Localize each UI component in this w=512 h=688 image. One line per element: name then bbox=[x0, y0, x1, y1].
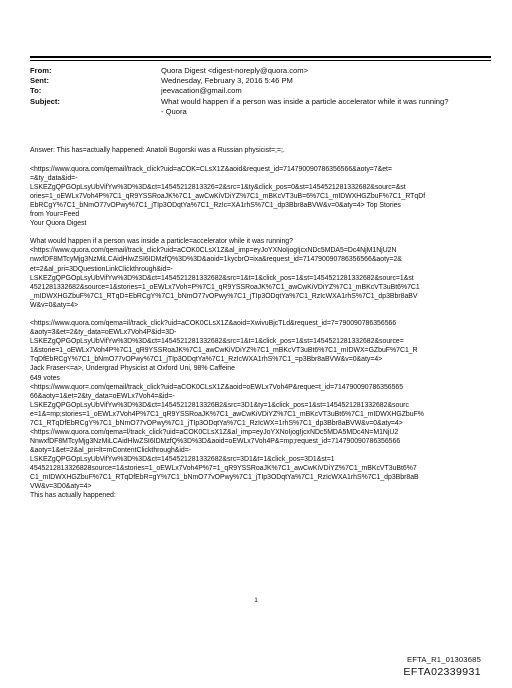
email-header bbox=[30, 66, 490, 117]
header-rule-thick bbox=[30, 56, 491, 58]
bates-number-small: EFTA_R1_01303685 bbox=[407, 655, 481, 664]
page-number: 1 bbox=[254, 597, 258, 604]
from-value: Quora Digest <digest-noreply@quora.com> bbox=[161, 66, 309, 75]
answer-links-paragraph: <https://www.quora.com/qema=il/track_click?uid=aCOK0CLsX1Z&aoid=XwivuBjcTLd&request_id=7=790090786356566 &aoty=3&et=2&ty_data=oEWLx7Voh4P&id=3D- LSKEZgQPGOpLsyUbVifYw%3D%3D&ct=1454521281332682&src=1&t=1&click_pos=1&st=1454521281332682&source= 1&storie=1_oEWLx7Voh4P%7C1_qR9YSSRoaJK%7C1_awCwKiVDiYZ%7C1_mBKcVT3uBt6%7C1_mIDWX=GZbuF%7C1_R TqDfEbRCgY%7C1_bNmO77vOPwy%7C1_jTIp3ODqtYa%7C1_RzIcWXA1rhS%7C1_=p3Bbr8aBVW&v=0&aty=4> Jack Fraser<=a>, Undergrad Physicist at Oxford Uni, 98% Caffeine 649 votes <https://www.quor=.com/qemail/track_click?uid=aCOK0CLsX1Z&aoid=oEWLx7Voh4P&reque=t_id=714790090786356565 66&aoty=1&et=2&ty_data=oEWLx7Voh4=&id=- LSKEZgQPGOpLsyUbVifYw%3D%3D&ct=14545212813326B2&src=3D1&ty=1&click_pos=1&st=1454521281332682&sourc e=1&=mp;stories=1_oEWLx7Voh4P%7C1_qR9YSSRoaJK%7C1_awCwKiVDiYZ%7C1_mBKcVT3uBt6%7C1_mIDWXHGZbuF% 7C1_RTqDfEbRCgY%7C1_bNmO77vOPwy%7C1_jTIp3ODqtYa%7C1_RzIcWX=1rhS%7C1_dp3Bbr8aBVW&v=0&aty=4> <https://www.quora.com/qema=l/track_click?uid=aCOK0CLsX1Z&al_imp=eyJoYXNoIjogIjcxNDc5MDA5MDc4N=M1NjU2 NnwxfDF8MTcyMjg3NzMiLCAidHlwZSI6IDMzfQ%3D%3D&aoid=oEWLx7Voh4P&=mp;request_id=714790090786356566 &aoty=1&et=2&al_pri=lt=mContentClickthrough&id=- LSKEZgQPGOpLsyUbVifYw%3D%3D&ct=1454521281332682&src=3D1&t=1&click_pos=3D1&st=1 4545212813326828source=1&stories=1_oEWLx7Voh4P%7=1_qR9YSSRoaJK%7C1_awCwKiVDiYZ%7C1_mBKcVT3uBt6%7 C1_mIDWXHGZbuF%7C1_RTqDfEbR=gY%7C1_bNmO77vOPwy%7C1_jTIp3ODqtYa%7C1_RzIcWXA1rhS%7C1_dp3Bbr8aB VW&v=3D0&aty=4> This has actually happened: bbox=[30, 320, 424, 500]
sent-label: Sent: bbox=[30, 76, 49, 86]
subject-value: What would happen if a person was inside a particle accelerator while it was running? - Quora bbox=[161, 96, 449, 116]
to-value: jeevacation@gmail.com bbox=[161, 86, 242, 96]
from-label: From: bbox=[30, 66, 52, 75]
sent-row bbox=[30, 76, 490, 86]
header-rule-thin bbox=[30, 60, 491, 61]
subject-row bbox=[30, 97, 490, 117]
to-row bbox=[30, 86, 490, 96]
subject-label: Subject: bbox=[30, 96, 60, 106]
top-stories-paragraph: <https://www.quora.com/qemail/track_click?uid=aCOK=CLsX1Z&aoid&request_id=714790090786356566&aoty=7&et= =&ty_data&id=- LSKEZgQPGOpLsyUbVifYw%3D%3D&ct=14545212813326=2&src=1&ty&click_pos=0&st=1454521281332682&sourc=&st ories=1_oEWLx7Voh4P%7C1_qR9YSSRoaJK%7C1_awCwKiVDiYZ%7C1_mBKcVT3uB=6%7C1_mIDWXHGZbuF%7C1_RTqDf EbRCgY%7C1_bNmO77vOPwy%7C1_jTIp3ODqtYa%7C1_RzIc=XA1rhS%7C1_dp3Bbr8aBVW&v=0&aty=4> Top Stories from Your=Feed Your Quora Digest bbox=[30, 165, 426, 227]
to-label: To: bbox=[30, 86, 42, 96]
sent-value: Wednesday, February 3, 2016 5:46 PM bbox=[161, 76, 293, 86]
bates-number-large: EFTA02339931 bbox=[403, 666, 481, 678]
question-paragraph: What would happen if a person was inside a particle=accelerator while it was running? <https://www.quora.com/qemail/track_click?uid=aCOK0CLsX1Z&al_imp=eyJoYXNoIjogIjcxNDc5MDA5=Dc4NjM1NjU2N nwxfDF8MTcyMjg3NzMiLCAidHlwZSI6IDMzfQ%3D%3D&aoid=1kycbrO=ixa&request_id=714790090786356566&aoty=2& et=2&al_pri=3DQuestionLinkClickthrough&id=- LSKEZgQPGOpLsyUbVifYw%3D%3D&ct=1454521281332682&src=1&t=1&click_pos=1&st=1454521281332682&sourc=1&st 4521281332682&source=1&stories=1_oEWLx7Voh=P%7C1_qR9YSSRoaJK%7C1_awCwKiVDiYZ%7C1_mBKcVT3uBt6%7C1 _mIDWXHGZbuF%7C1_RTqD=EbRCgY%7C1_bNmO77vOPwy%7C1_jTIp3ODqtYa%7C1_RzIcWXA1rhS%7C1_dp3Bbr8aBV W&v=0&aty=4> bbox=[30, 238, 420, 309]
from-row bbox=[30, 66, 490, 76]
email-body bbox=[30, 146, 492, 500]
answer-paragraph: Answer: This has=actually happened: Anatoli Bugorski was a Russian physicist=;=;. bbox=[30, 147, 285, 154]
